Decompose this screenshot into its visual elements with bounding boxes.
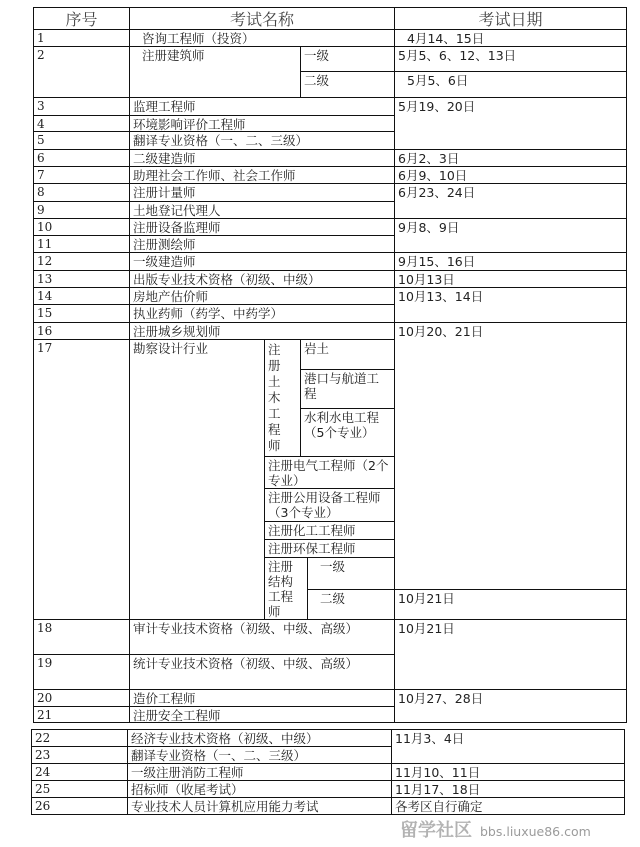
exam-name-text: 翻译专业资格（一、二、三级） bbox=[133, 133, 309, 148]
engineer-item bbox=[264, 456, 395, 489]
engineer-item-text: 注册环保工程师 bbox=[268, 541, 356, 556]
row-number-text: 15 bbox=[37, 306, 53, 320]
exam-date bbox=[391, 797, 625, 815]
exam-date-text: 11月10、11日 bbox=[395, 765, 481, 780]
exam-date bbox=[394, 97, 627, 150]
engineer-item bbox=[264, 539, 395, 558]
exam-name-text: 一级注册消防工程师 bbox=[131, 765, 244, 780]
watermark-logo bbox=[400, 820, 630, 844]
exam-name-text: 助理社会工作师、社会工作师 bbox=[133, 168, 296, 183]
exam-name bbox=[129, 689, 395, 707]
exam-date-text: 10月21日 bbox=[398, 621, 455, 636]
structural-level bbox=[307, 557, 395, 590]
exam-name bbox=[129, 29, 395, 47]
row-number bbox=[31, 746, 128, 764]
exam-name bbox=[129, 131, 395, 150]
exam-name-text: 审计专业技术资格（初级、中级、高级） bbox=[133, 621, 359, 636]
row-number bbox=[33, 689, 130, 707]
exam-date bbox=[391, 763, 625, 781]
exam-name-text: 勘察设计行业 bbox=[133, 341, 209, 356]
exam-name bbox=[127, 763, 392, 781]
exam-date bbox=[394, 322, 627, 590]
exam-date bbox=[394, 252, 627, 271]
civil-item bbox=[300, 408, 395, 457]
row-number-text: 12 bbox=[37, 254, 53, 268]
structural-level-text: 一级 bbox=[320, 559, 346, 574]
exam-name-text: 统计专业技术资格（初级、中级、高级） bbox=[133, 656, 359, 671]
row-number-text: 2 bbox=[37, 48, 45, 62]
header-no-text: 序号 bbox=[65, 10, 98, 29]
row-number-text: 5 bbox=[37, 133, 45, 147]
row-number bbox=[33, 235, 130, 253]
row-number bbox=[33, 706, 130, 723]
row-number-text: 8 bbox=[37, 185, 45, 199]
row-number bbox=[33, 287, 130, 305]
row-number bbox=[33, 252, 130, 271]
exam-name bbox=[129, 287, 395, 305]
exam-name-text: 注册建筑师 bbox=[142, 48, 205, 63]
exam-date-text: 4月14、15日 bbox=[407, 31, 485, 46]
row-number bbox=[33, 339, 130, 620]
exam-date-text: 10月20、21日 bbox=[398, 324, 484, 339]
exam-name bbox=[127, 729, 392, 747]
exam-name-text: 出版专业技术资格（初级、中级） bbox=[133, 272, 321, 287]
row-number bbox=[33, 149, 130, 167]
exam-date bbox=[394, 166, 627, 184]
row-number bbox=[33, 654, 130, 690]
header-name bbox=[129, 7, 395, 30]
exam-date-text: 6月9、10日 bbox=[398, 168, 468, 183]
row-number bbox=[33, 183, 130, 202]
exam-date bbox=[391, 780, 625, 798]
row-number-text: 18 bbox=[37, 621, 53, 635]
civil-item-text: 岩土 bbox=[304, 341, 330, 356]
exam-name-text: 造价工程师 bbox=[133, 691, 196, 706]
exam-name bbox=[127, 780, 392, 798]
exam-name-text: 土地登记代理人 bbox=[133, 203, 221, 218]
structural-engineer-label-text: 注册结构工程师 bbox=[268, 559, 294, 619]
row-number-text: 13 bbox=[37, 272, 53, 286]
exam-date-text: 10月27、28日 bbox=[398, 691, 484, 706]
engineer-item bbox=[264, 488, 395, 522]
row-number-text: 23 bbox=[35, 748, 51, 762]
row-number-text: 19 bbox=[37, 656, 53, 670]
exam-name bbox=[129, 322, 395, 340]
exam-name bbox=[129, 619, 395, 655]
exam-name bbox=[129, 166, 395, 184]
structural-engineer-label bbox=[264, 557, 308, 620]
exam-date-text: 5月5、6日 bbox=[407, 73, 469, 88]
exam-name bbox=[129, 97, 395, 116]
exam-level-text: 一级 bbox=[304, 48, 330, 63]
exam-level-text: 二级 bbox=[304, 73, 330, 88]
exam-date-text: 9月15、16日 bbox=[398, 254, 476, 269]
exam-name-text: 环境影响评价工程师 bbox=[133, 117, 246, 132]
exam-date bbox=[394, 689, 627, 723]
header-name-text: 考试名称 bbox=[229, 10, 294, 29]
row-number-text: 9 bbox=[37, 203, 45, 217]
header-no bbox=[33, 7, 130, 30]
exam-name-text: 一级建造师 bbox=[133, 254, 196, 269]
civil-item-text: 港口与航道工程 bbox=[304, 371, 380, 401]
structural-level bbox=[307, 589, 395, 620]
row-number-text: 14 bbox=[37, 289, 53, 303]
engineer-item bbox=[264, 521, 395, 540]
exam-date-text: 11月3、4日 bbox=[395, 731, 465, 746]
row-number-text: 17 bbox=[37, 341, 53, 355]
exam-name bbox=[129, 149, 395, 167]
row-number bbox=[33, 131, 130, 150]
exam-name bbox=[129, 706, 395, 723]
row-number-text: 11 bbox=[37, 237, 53, 251]
exam-name-text: 执业药师（药学、中药学） bbox=[133, 306, 284, 321]
structural-level-text: 二级 bbox=[320, 591, 346, 606]
exam-name bbox=[129, 235, 395, 253]
exam-name-text: 经济专业技术资格（初级、中级） bbox=[131, 731, 319, 746]
row-number bbox=[33, 115, 130, 132]
row-number bbox=[33, 46, 130, 98]
civil-engineer-label bbox=[264, 339, 301, 457]
exam-date-text: 10月21日 bbox=[398, 591, 455, 606]
civil-item bbox=[300, 369, 395, 409]
exam-name bbox=[127, 746, 392, 764]
row-number-text: 7 bbox=[37, 168, 45, 182]
exam-name-text: 注册计量师 bbox=[133, 185, 196, 200]
exam-date bbox=[394, 29, 627, 47]
civil-engineer-label-text: 注册土木工程师 bbox=[268, 342, 281, 453]
row-number-text: 1 bbox=[37, 31, 45, 45]
exam-level bbox=[300, 46, 395, 72]
exam-name-text: 咨询工程师（投资） bbox=[142, 31, 255, 46]
exam-date bbox=[394, 149, 627, 167]
exam-date-text: 10月13、14日 bbox=[398, 289, 484, 304]
exam-date-text: 6月23、24日 bbox=[398, 185, 476, 200]
exam-name-text: 注册设备监理师 bbox=[133, 220, 221, 235]
exam-name bbox=[129, 654, 395, 690]
row-number-text: 25 bbox=[35, 782, 51, 796]
exam-date bbox=[394, 71, 627, 98]
exam-name bbox=[129, 218, 395, 236]
exam-name-text: 注册城乡规划师 bbox=[133, 324, 221, 339]
exam-name bbox=[129, 183, 395, 202]
exam-name-text: 房地产估价师 bbox=[133, 289, 209, 304]
row-number bbox=[31, 729, 128, 747]
exam-date-text: 5月5、6、12、13日 bbox=[398, 48, 517, 63]
row-number-text: 24 bbox=[35, 765, 51, 779]
engineer-item-text: 注册公用设备工程师（3个专业） bbox=[268, 490, 381, 520]
watermark-title: 留学社区 bbox=[400, 820, 472, 841]
row-number bbox=[31, 780, 128, 798]
exam-name-text: 专业技术人员计算机应用能力考试 bbox=[131, 799, 319, 814]
row-number bbox=[33, 270, 130, 288]
exam-date bbox=[391, 729, 625, 764]
row-number bbox=[33, 97, 130, 116]
row-number-text: 16 bbox=[37, 324, 53, 338]
civil-item bbox=[300, 339, 395, 370]
exam-name-text: 翻译专业资格（一、二、三级） bbox=[131, 748, 307, 763]
exam-date bbox=[394, 183, 627, 219]
exam-name bbox=[129, 115, 395, 132]
row-number bbox=[33, 201, 130, 219]
exam-name bbox=[127, 797, 392, 815]
exam-date bbox=[394, 46, 627, 72]
civil-item-text: 水利水电工程（5个专业） bbox=[304, 410, 380, 440]
exam-name bbox=[129, 304, 395, 323]
row-number-text: 20 bbox=[37, 691, 53, 705]
exam-name-text: 注册测绘师 bbox=[133, 237, 196, 252]
row-number-text: 22 bbox=[35, 731, 51, 745]
exam-date bbox=[394, 270, 627, 288]
exam-date-text: 10月13日 bbox=[398, 272, 455, 287]
exam-date bbox=[394, 589, 627, 620]
exam-date-text: 9月8、9日 bbox=[398, 220, 460, 235]
row-number-text: 10 bbox=[37, 220, 53, 234]
exam-name bbox=[129, 270, 395, 288]
row-number-text: 4 bbox=[37, 117, 45, 131]
row-number-text: 3 bbox=[37, 99, 45, 113]
row-number bbox=[33, 322, 130, 340]
exam-name bbox=[129, 252, 395, 271]
row-number bbox=[33, 218, 130, 236]
exam-date bbox=[394, 619, 627, 690]
row-number bbox=[33, 29, 130, 47]
exam-name bbox=[129, 201, 395, 219]
header-date-text: 考试日期 bbox=[478, 10, 543, 29]
exam-date-text: 各考区自行确定 bbox=[395, 799, 483, 814]
exam-date-text: 11月17、18日 bbox=[395, 782, 481, 797]
engineer-item-text: 注册化工工程师 bbox=[268, 523, 356, 538]
exam-date bbox=[394, 287, 627, 323]
exam-name-text: 监理工程师 bbox=[133, 99, 196, 114]
row-number bbox=[31, 763, 128, 781]
header-date bbox=[394, 7, 627, 30]
row-number bbox=[33, 619, 130, 655]
row-number-text: 26 bbox=[35, 799, 51, 813]
exam-date-text: 6月2、3日 bbox=[398, 151, 460, 166]
exam-level bbox=[300, 71, 395, 98]
row-number bbox=[33, 166, 130, 184]
watermark-url: bbs.liuxue86.com bbox=[480, 824, 591, 839]
exam-date bbox=[394, 218, 627, 253]
exam-name-text: 招标师（收尾考试） bbox=[131, 782, 244, 797]
exam-name-text: 二级建造师 bbox=[133, 151, 196, 166]
engineer-item-text: 注册电气工程师（2个专业） bbox=[268, 458, 389, 488]
exam-name-text: 注册安全工程师 bbox=[133, 708, 221, 723]
row-number-text: 6 bbox=[37, 151, 45, 165]
row-number bbox=[31, 797, 128, 815]
exam-date-text: 5月19、20日 bbox=[398, 99, 476, 114]
row-number bbox=[33, 304, 130, 323]
row-number-text: 21 bbox=[37, 708, 53, 722]
